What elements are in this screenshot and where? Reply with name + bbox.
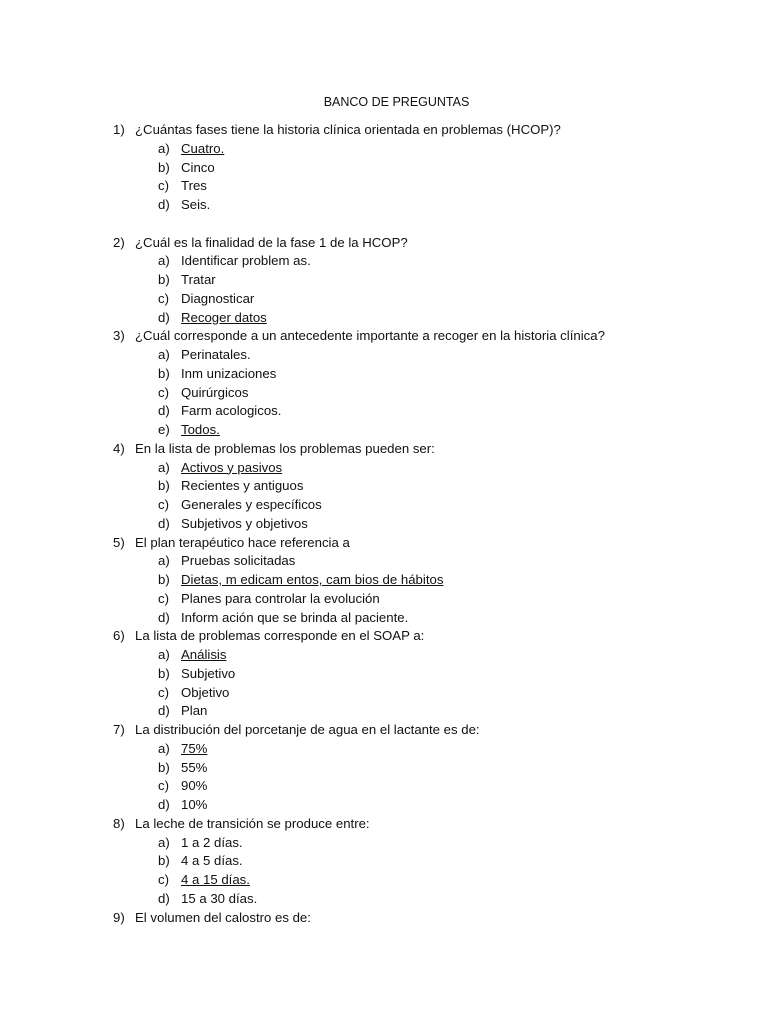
option-letter: d) [158, 609, 170, 625]
option-letter: a) [158, 347, 170, 362]
option-letter: b) [158, 272, 170, 287]
option-text: Tratar [181, 272, 216, 287]
question-line [113, 234, 733, 253]
option-letter: c) [158, 872, 169, 887]
answer-option [113, 477, 733, 496]
option-letter: c) [158, 590, 169, 606]
option-text: Planes para controlar la evolución [181, 590, 380, 606]
option-text: 90% [181, 778, 208, 794]
option-letter: a) [158, 553, 170, 569]
answer-option [113, 496, 733, 515]
option-text: Recientes y antiguos [181, 478, 304, 494]
answer-option [113, 834, 733, 853]
answer-option [113, 852, 733, 871]
option-letter: a) [158, 253, 170, 269]
option-text: Diagnosticar [181, 290, 255, 306]
option-letter: c) [158, 178, 169, 194]
question-line [113, 440, 733, 459]
correct-answer-text: Todos. [181, 422, 220, 437]
answer-option [113, 140, 733, 159]
answer-option [113, 290, 733, 309]
option-letter: a) [158, 647, 170, 662]
answer-option [113, 871, 733, 890]
option-letter: d) [158, 703, 170, 719]
option-text: Seis. [181, 197, 211, 212]
question-line [113, 815, 733, 834]
question-text: La distribución del porcetanje de agua en el lactante es de: [135, 722, 480, 737]
question-number: 6) [113, 628, 125, 644]
answer-option [113, 159, 733, 178]
option-text: 15 a 30 días. [181, 890, 258, 906]
correct-answer-text: Recoger datos [181, 309, 267, 325]
answer-option [113, 271, 733, 290]
question-text: ¿Cuál corresponde a un antecedente importante a recoger en la historia clínica? [135, 328, 605, 344]
option-letter: e) [158, 422, 170, 437]
correct-answer-text: Análisis [181, 647, 227, 662]
option-letter: c) [158, 290, 169, 306]
question-text: ¿Cuál es la finalidad de la fase 1 de la HCOP? [135, 234, 408, 250]
question-9 [113, 909, 733, 928]
option-text: Quirúrgicos [181, 384, 249, 400]
answer-option [113, 777, 733, 796]
correct-answer-text: Dietas, m edicam entos, cam bios de hábitos [181, 572, 444, 587]
question-number: 9) [113, 909, 125, 925]
option-text: Farm acologicos. [181, 403, 282, 419]
answer-option [113, 759, 733, 778]
question-2 [113, 234, 733, 328]
option-text: Subjetivo [181, 665, 236, 681]
answer-option [113, 402, 733, 421]
answer-option [113, 684, 733, 703]
question-text: El plan terapéutico hace referencia a [135, 534, 350, 550]
answer-option [113, 552, 733, 571]
option-letter: d) [158, 515, 170, 531]
answer-option [113, 384, 733, 403]
question-text: En la lista de problemas los problemas pueden ser: [135, 440, 435, 456]
question-line [113, 721, 733, 740]
option-letter: a) [158, 834, 170, 850]
question-line [113, 627, 733, 646]
answer-option [113, 421, 733, 440]
option-letter: c) [158, 684, 169, 700]
option-letter: b) [158, 365, 170, 381]
option-letter: c) [158, 778, 169, 794]
option-letter: c) [158, 497, 169, 512]
correct-answer-text: Activos y pasivos [181, 459, 283, 475]
option-letter: b) [158, 853, 170, 869]
question-text: La lista de problemas corresponde en el SOAP a: [135, 628, 425, 644]
answer-option [113, 665, 733, 684]
option-letter: c) [158, 384, 169, 400]
question-line [113, 909, 733, 928]
question-4 [113, 440, 733, 534]
question-number: 7) [113, 722, 125, 737]
question-3 [113, 327, 733, 440]
question-number: 5) [113, 534, 125, 550]
answer-option [113, 609, 733, 628]
option-text: 10% [181, 797, 208, 812]
option-text: 1 a 2 días. [181, 834, 243, 850]
option-text: Tres [181, 178, 207, 194]
answer-option [113, 890, 733, 909]
option-text: Pruebas solicitadas [181, 553, 296, 569]
document-title: BANCO DE PREGUNTAS [323, 95, 470, 109]
option-letter: b) [158, 159, 170, 175]
answer-option [113, 796, 733, 815]
option-letter: d) [158, 797, 170, 812]
option-text: Inm unizaciones [181, 365, 277, 381]
answer-option [113, 571, 733, 590]
answer-option [113, 646, 733, 665]
option-letter: b) [158, 759, 170, 775]
correct-answer-text: 4 a 15 días. [181, 872, 250, 887]
question-text: ¿Cuántas fases tiene la historia clínica orientada en problemas (HCOP)? [135, 122, 561, 137]
answer-option [113, 309, 733, 328]
option-letter: b) [158, 478, 170, 494]
option-letter: b) [158, 572, 170, 587]
correct-answer-text: 75% [181, 740, 208, 756]
question-line [113, 534, 733, 553]
option-letter: d) [158, 403, 170, 419]
question-1 [113, 121, 733, 215]
option-text: Subjetivos y objetivos [181, 515, 308, 531]
option-text: 4 a 5 días. [181, 853, 243, 869]
option-letter: d) [158, 309, 170, 325]
question-number: 8) [113, 815, 125, 831]
option-letter: b) [158, 665, 170, 681]
question-number: 3) [113, 328, 125, 344]
option-letter: a) [158, 140, 170, 156]
answer-option [113, 740, 733, 759]
option-letter: a) [158, 459, 170, 475]
option-text: 55% [181, 759, 208, 775]
question-number: 1) [113, 122, 125, 137]
answer-option [113, 590, 733, 609]
option-text: Objetivo [181, 684, 230, 700]
answer-option [113, 346, 733, 365]
question-line [113, 121, 733, 140]
answer-option [113, 252, 733, 271]
answer-option [113, 459, 733, 478]
answer-option [113, 702, 733, 721]
question-5 [113, 534, 733, 628]
answer-option [113, 365, 733, 384]
question-6 [113, 627, 733, 721]
answer-option [113, 515, 733, 534]
option-text: Generales y específicos [181, 497, 322, 512]
question-list [113, 121, 733, 927]
question-text: El volumen del calostro es de: [135, 909, 311, 925]
option-text: Cinco [181, 159, 215, 175]
question-line [113, 327, 733, 346]
option-text: Inform ación que se brinda al paciente. [181, 609, 409, 625]
option-text: Plan [181, 703, 208, 719]
option-text: Identificar problem as. [181, 253, 311, 269]
question-number: 2) [113, 234, 125, 250]
option-letter: d) [158, 197, 170, 212]
option-letter: a) [158, 740, 170, 756]
question-number: 4) [113, 440, 125, 456]
question-8 [113, 815, 733, 909]
answer-option [113, 177, 733, 196]
question-text: La leche de transición se produce entre: [135, 815, 370, 831]
answer-option [113, 196, 733, 215]
question-7 [113, 721, 733, 815]
correct-answer-text: Cuatro. [181, 140, 225, 156]
option-text: Perinatales. [181, 347, 251, 362]
option-letter: d) [158, 890, 170, 906]
